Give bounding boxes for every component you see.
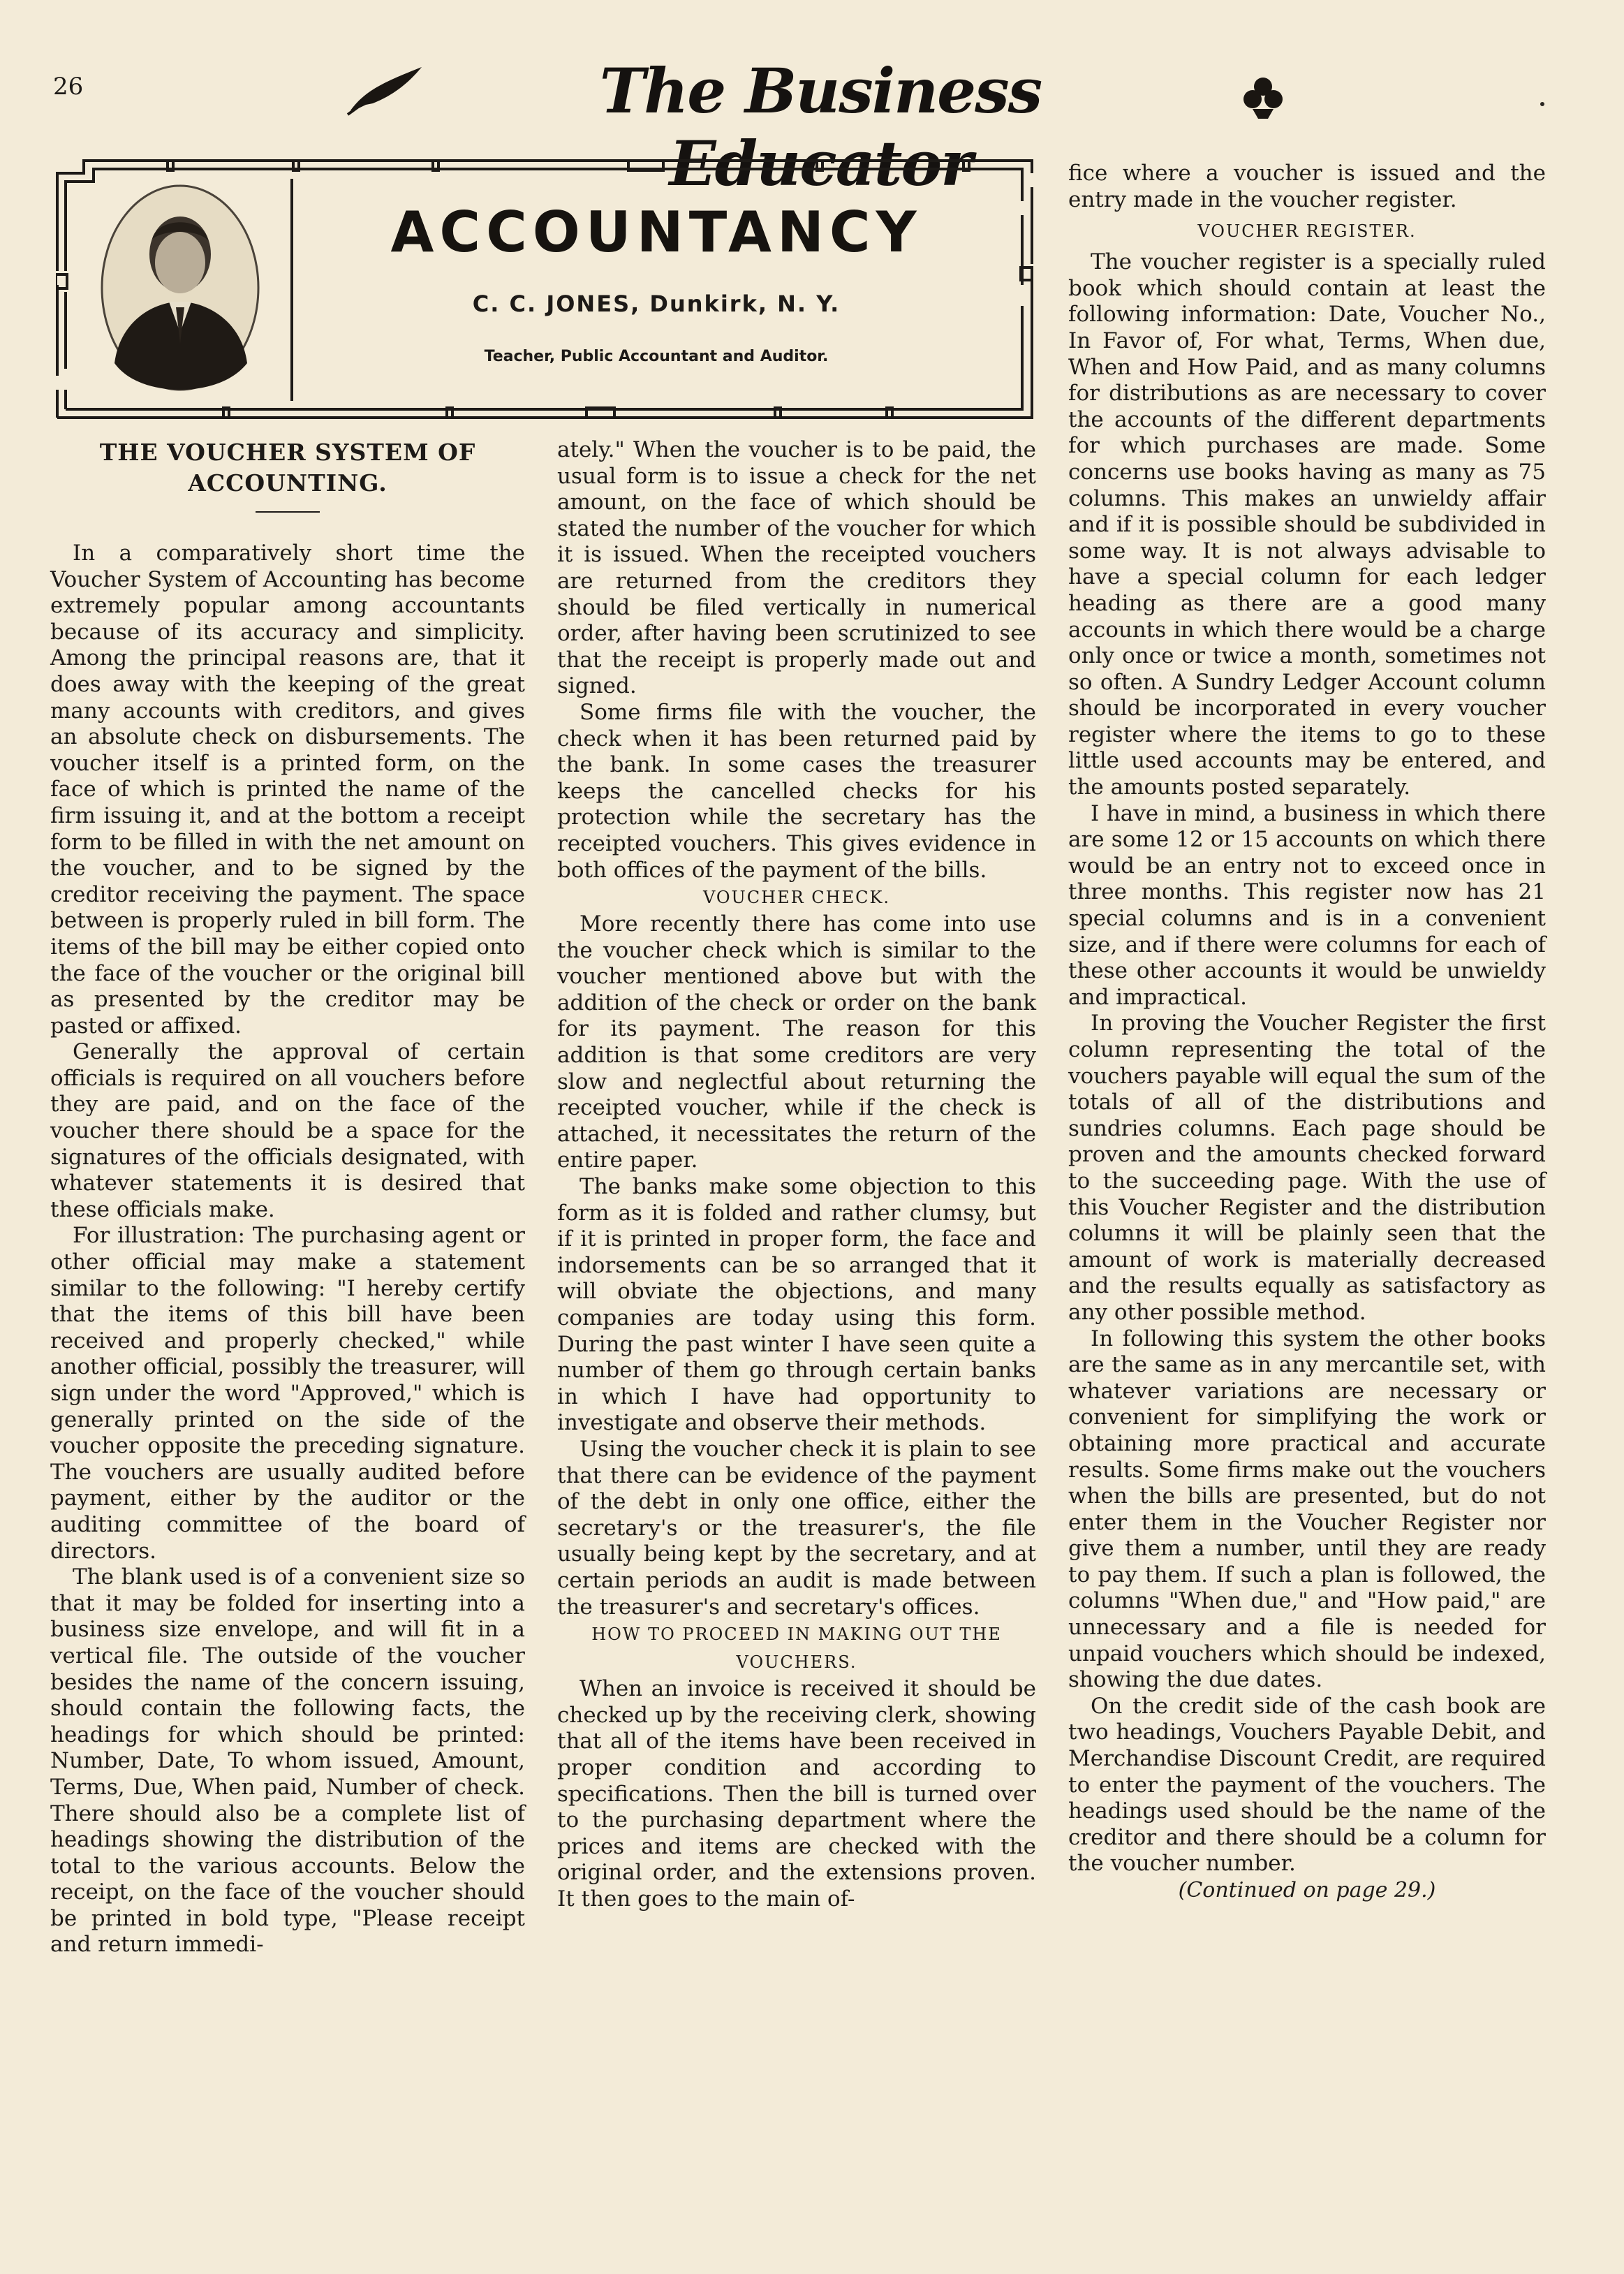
paragraph: The blank used is of a convenient size so that it may be folded for inserting into a business size envelope, and will fit in a vertical file. The outside of the voucher besides the name of the concern issuing, should contain the following facts, the headings for which should be printed: Number, Date, To whom issued, Amount, Terms, Due, When paid, Number of check. There should also be a complete list of headings showing the distribution of the total to the various accounts. Below the receipt, on the face of the voucher should be printed in bold type, "Please receipt and return immedi- [50,1564,525,1958]
article-title-line1: THE VOUCHER SYSTEM OF [99,439,476,466]
author-role: Teacher, Public Accountant and Auditor. [484,348,829,365]
paragraph: fice where a voucher is issued and the entry made in the voucher register. [1068,161,1546,212]
paragraph: The voucher register is a specially ruled book which should contain at least the following information: Date, Voucher No., In Favor of, For what, Terms, When due, When and How Paid, and as many columns for distributions as are necessary to cover the accounts of the different departments for which purchases are made. Some concerns use books having as many as 75 columns. This makes an unwieldy affair and if it is possible should be subdivided in some way. It is not always advisable to have a special column for each ledger heading as there are a good many accounts in which there would be a charge only once or twice a month, sometimes not so often. A Sundry Ledger Account column should be incorporated in every voucher register where the items to go to these little used accounts may be entered, and the amounts posted separately. [1068,249,1546,800]
paragraph: More recently there has come into use the voucher check which is similar to the voucher mentioned above but with the addition of the check or order on the bank for its payment. The reason for this addition is that some creditors are very slow and neglectful about returning the receipted voucher, while if the check is attached, it necessitates the return of the entire paper. [557,911,1036,1173]
paragraph: The banks make some objection to this form as it is folded and rather clumsy, but if it is printed in proper form, the face and indorsements can be so arranged that it will obviate the objections, and many companies are today using this form. During the past winter I have seen quite a number of them go through certain banks in which I have had opportunity to investigate and observe their methods. [557,1174,1036,1436]
continued-note: (Continued on page 29.) [1178,1878,1436,1902]
paragraph: In a comparatively short time the Voucher System of Accounting has become extremely popular among accountants because of its accuracy and simplicity. Among the principal reasons are, that it does away with the keeping of the great many accounts with creditors, and gives an absolute check on disbursements. The voucher itself is a printed form, on the face of which is printed the name of the firm issuing it, and at the bottom a receipt form to be filled in with the net amount on the voucher, and to be signed by the creditor receiving the payment. The space between is properly ruled in bill form. The items of the bill may be either copied onto the face of the voucher or the original bill as presented by the creditor may be pasted or affixed. [50,541,525,1039]
paragraph: Some firms file with the voucher, the check when it has been returned paid by the bank. In some cases the treasurer keeps the cancelled checks for his protection while the secretary has the receipted vouchers. This gives evidence in both offices of the payment of the bills. [557,699,1036,883]
cluster-ornament-icon [1239,73,1287,122]
paragraph: Generally the approval of certain officials is required on all vouchers before they are paid, and on the face of the voucher there should be a space for the signatures of the officials designated, with whatever statements it is desired that these officials make. [50,1039,525,1222]
article-column-3 [1068,161,1546,1904]
quill-pen-icon [345,61,429,117]
article-column-2 [557,437,1036,1912]
subhead-voucher-check: VOUCHER CHECK. [702,888,891,908]
article-column-1 [50,437,525,1958]
margin-dot [1540,102,1544,106]
paragraph: On the credit side of the cash book are two headings, Vouchers Payable Debit, and Merchandise Discount Credit, are required to enter the payment of the vouchers. The headings used should be the name of the creditor and there should be a column for the voucher number. [1068,1693,1546,1877]
section-title: ACCOUNTANCY [390,200,922,265]
author-portrait [99,183,261,393]
paragraph: When an invoice is received it should be checked up by the receiving clerk, showing that all of the items have been received in proper condition and according to specifications. Then the bill is turned over to the purchasing department where the prices and items are checked with the original order, and the extensions proven. It then goes to the main of- [557,1676,1036,1912]
paragraph: I have in mind, a business in which there are some 12 or 15 accounts on which there would be an entry not to exceed once in three months. This register now has 21 special columns and is in a convenient size, and if there were columns for each of these other accounts it would be unwieldy and impractical. [1068,800,1546,1010]
article-title-line2: ACCOUNTING. [188,469,387,497]
subhead-how-to-proceed: HOW TO PROCEED IN MAKING OUT THE VOUCHERS. [591,1624,1002,1673]
paragraph: In proving the Voucher Register the first column representing the total of the vouchers payable will equal the sum of the totals of all of the distributions and sundries columns. Each page should be proven and the amounts checked forward to the succeeding page. With the use of this Voucher Register and the distribution columns it will be plainly seen that the amount of work is materially decreased and the results equally as satisfactory as any other possible method. [1068,1011,1546,1325]
paragraph: For illustration: The purchasing agent or other official may make a statement similar to the following: "I hereby certify that the items of this bill have been received and properly checked," while another official, possibly the treasurer, will sign under the word "Approved," which is generally printed on the side of the voucher opposite the preceding signature. The vouchers are usually audited before payment, either by the auditor or the auditing committee of the board of directors. [50,1223,525,1564]
author-byline: C. C. JONES, Dunkirk, N. Y. [472,291,841,317]
title-rule [256,511,320,513]
masthead-title: The Business Educator [599,54,1042,200]
paragraph: In following this system the other books are the same as in any mercantile set, with whatever variations are necessary or convenient for simplifying the work or obtaining more practical and accurate results. Some firms make out the vouchers when the bills are presented, but do not enter them in the Voucher Register nor give them a number, until they are ready to pay them. If such a plan is followed, the columns "When due," and "How paid," are unnecessary and a file is needed for unpaid vouchers which should be indexed, showing the due dates. [1068,1326,1546,1693]
subhead-voucher-register: VOUCHER REGISTER. [1197,221,1417,242]
paragraph: ately." When the voucher is to be paid, the usual form is to issue a check for the net amount, on the face of which should be stated the number of the voucher for which it is issued. When the receipted vouchers are returned from the creditors they should be filed vertically in numerical order, after having been scrutinized to see that the receipt is properly made out and signed. [557,437,1036,699]
page-number: 26 [53,73,84,101]
paragraph: Using the voucher check it is plain to see that there can be evidence of the payment of the debt in only one office, either the secretary's or the treasurer's, the file usually being kept by the secretary, and at certain periods an audit is made between the treasurer's and secretary's offices. [557,1436,1036,1620]
